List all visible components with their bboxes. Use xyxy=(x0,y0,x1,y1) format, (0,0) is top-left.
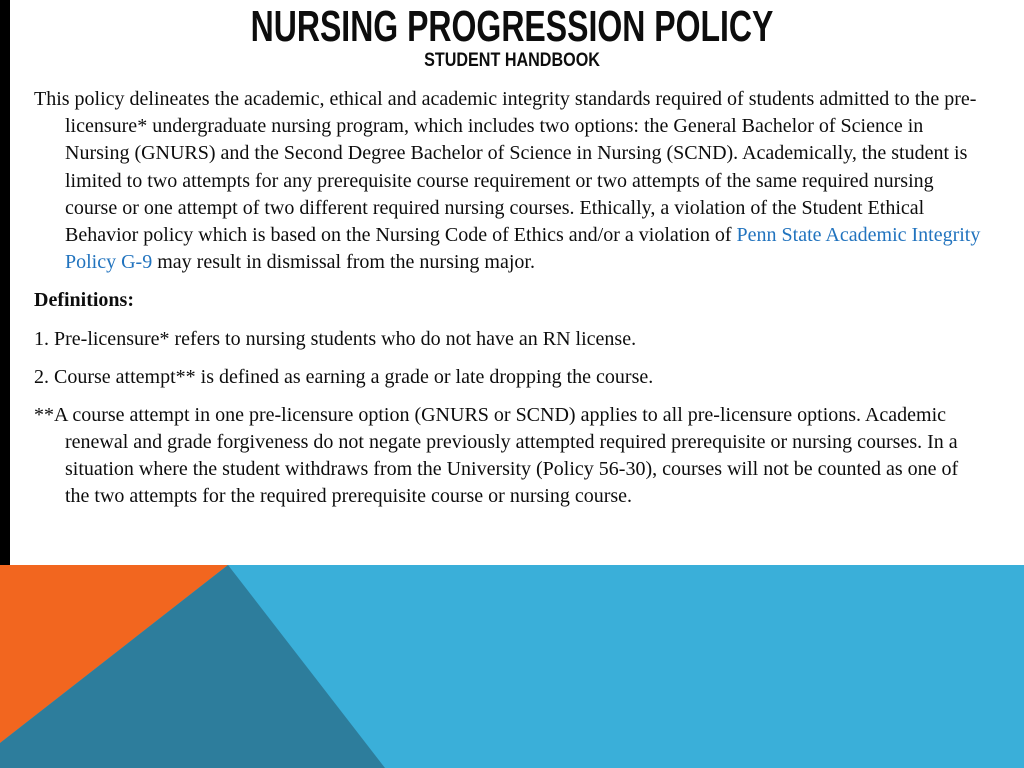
policy-paragraph xyxy=(34,86,982,276)
definitions-heading: Definitions: xyxy=(34,289,134,312)
slide-title: NURSING PROGRESSION POLICY xyxy=(250,3,774,51)
policy-paragraph-tail: may result in dismissal from the nursing major. xyxy=(152,251,535,274)
bottom-decoration xyxy=(0,565,1024,768)
course-attempt-note: **A course attempt in one pre-licensure option (GNURS or SCND) applies to all pre-licensure options. Academic renewal and grade forgiveness do not negate previously attempted required prerequisite or nursing courses. In a situation where the student withdraws from the University (Policy 56-30), courses will not be counted as one of the two attempts for the required prerequisite course or nursing course. xyxy=(34,403,959,508)
left-accent-bar xyxy=(0,0,10,567)
slide-header xyxy=(0,0,1024,72)
definition-item-2: 2. Course attempt** is defined as earning a grade or late dropping the course. xyxy=(34,365,654,388)
definition-item-1: 1. Pre-licensure* refers to nursing students who do not have an RN license. xyxy=(34,327,637,350)
slide-subtitle: STUDENT HANDBOOK xyxy=(424,50,600,71)
integrity-policy-link[interactable]: Penn State Academic Integrity Policy G-9 xyxy=(65,223,981,274)
policy-paragraph-text: This policy delineates the academic, ethical and academic integrity standards required of students admitted to the pre-licensure* undergraduate nursing program, which includes two options: the General Bachelor of Science in Nursing (GNURS) and the Second Degree Bachelor of Science in Nursing (SCND). Academically, the student is limited to two attempts for any prerequisite course requirement or two attempts of the same required nursing course or one attempt of two different required nursing courses. Ethically, a violation of the Student Ethical Behavior policy which is based on the Nursing Code of Ethics and/or a violation of xyxy=(34,88,977,246)
slide-body xyxy=(34,86,982,522)
